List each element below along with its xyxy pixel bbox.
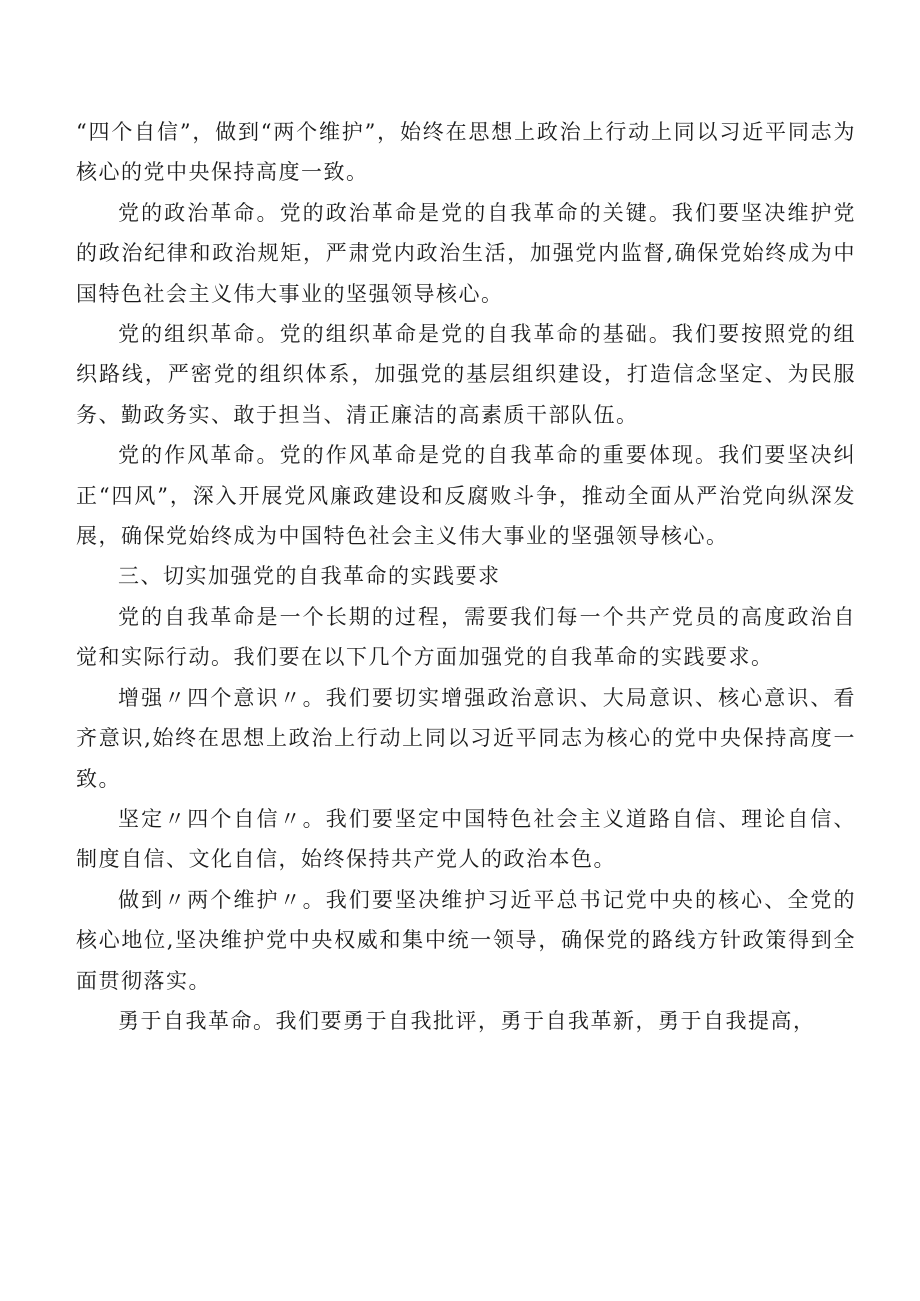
paragraph-self-revolution: 勇于自我革命。我们要勇于自我批评，勇于自我革新，勇于自我提高， — [118, 1008, 816, 1033]
paragraph-four-consciousness: 增强〃四个意识〃。我们要切实增强政治意识、大局意识、核心意识、看齐意识,始终在思想上政治上行动上同以习近平同志为核心的党中央保持高度一致。 — [76, 685, 856, 791]
paragraph-style-revolution: 党的作风革命。党的作风革命是党的自我革命的重要体现。我们要坚决纠正“四风”，深入开展党风廉政建设和反腐败斗争，推动全面从严治党向纵深发展，确保党始终成为中国特色社会主义伟大事业的坚强领导核心。 — [76, 443, 856, 549]
paragraph-two-upholds: 做到〃两个维护〃。我们要坚决维护习近平总书记党中央的核心、全党的核心地位,坚决维护党中央权威和集中统一领导，确保党的路线方针政策得到全面贯彻落实。 — [76, 887, 856, 993]
document-body — [76, 112, 856, 1041]
paragraph-political-revolution: 党的政治革命。党的政治革命是党的自我革命的关键。我们要坚决维护党的政治纪律和政治规矩，严肃党内政治生活，加强党内监督,确保党始终成为中国特色社会主义伟大事业的坚强领导核心。 — [76, 200, 856, 306]
paragraph-four-confidences: 坚定〃四个自信〃。我们要坚定中国特色社会主义道路自信、理论自信、制度自信、文化自信，始终保持共产党人的政治本色。 — [76, 806, 856, 872]
section-heading: 三、切实加强党的自我革命的实践要求 — [118, 564, 501, 589]
paragraph-continuation: “四个自信”，做到“两个维护”，始终在思想上政治上行动上同以习近平同志为核心的党中央保持高度一致。 — [76, 120, 856, 185]
paragraph-organizational-revolution: 党的组织革命。党的组织革命是党的自我革命的基础。我们要按照党的组织路线，严密党的组织体系，加强党的基层组织建设，打造信念坚定、为民服务、勤政务实、敢于担当、清正廉洁的高素质干部队伍。 — [76, 322, 856, 427]
paragraph-practice-intro: 党的自我革命是一个长期的过程，需要我们每一个共产党员的高度政治自觉和实际行动。我们要在以下几个方面加强党的自我革命的实践要求。 — [76, 604, 856, 670]
